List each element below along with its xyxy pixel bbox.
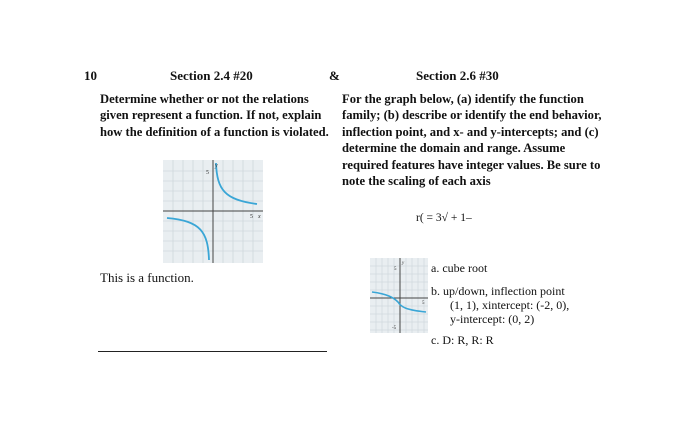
left-graph [163, 160, 263, 263]
right-graph-grid [370, 258, 428, 333]
right-answer-c: c. D: R, R: R [431, 333, 494, 347]
right-problem-prompt: For the graph below, (a) identify the function family; (b) describe or identify the end behavior, inflection point, and x- and y-intercepts; and (c) determine the domain and range. Assume required features have integer values. Be sure to note the scaling of each axis [342, 92, 602, 189]
right-answer-b-line3: y-intercept: (0, 2) [450, 312, 535, 326]
function-formula: r( = 3√ + 1– [416, 212, 472, 224]
left-graph-x-tick: 5 [250, 214, 253, 220]
right-answer-b-line2: (1, 1), xintercept: (-2, 0), [450, 298, 570, 312]
problem-number: 10 [84, 68, 97, 83]
left-graph-y-tick: 5 [206, 170, 209, 176]
right-answer-a: a. cube root [431, 261, 488, 275]
answer-underline [98, 351, 327, 352]
ampersand: & [329, 68, 340, 83]
right-graph-y-label: y [402, 261, 405, 266]
right-graph-x-tick: 5 [422, 301, 425, 306]
left-graph-curve-upper [216, 163, 257, 204]
left-section-title: Section 2.4 #20 [170, 68, 253, 83]
right-section-title: Section 2.6 #30 [416, 68, 499, 83]
left-problem-prompt: Determine whether or not the relations given represent a function. If not, explain how the definition of a function is violated. [100, 92, 329, 139]
right-graph [370, 258, 428, 333]
right-answer-b-line1: b. up/down, inflection point [431, 284, 565, 298]
left-graph-curve-lower [167, 218, 209, 260]
left-graph-x-label: x [258, 214, 261, 220]
right-graph-y-tick: 5 [394, 267, 397, 272]
left-answer: This is a function. [100, 270, 194, 285]
right-graph-y-neg-tick: -5 [392, 326, 397, 331]
left-graph-y-label: y [215, 163, 218, 169]
